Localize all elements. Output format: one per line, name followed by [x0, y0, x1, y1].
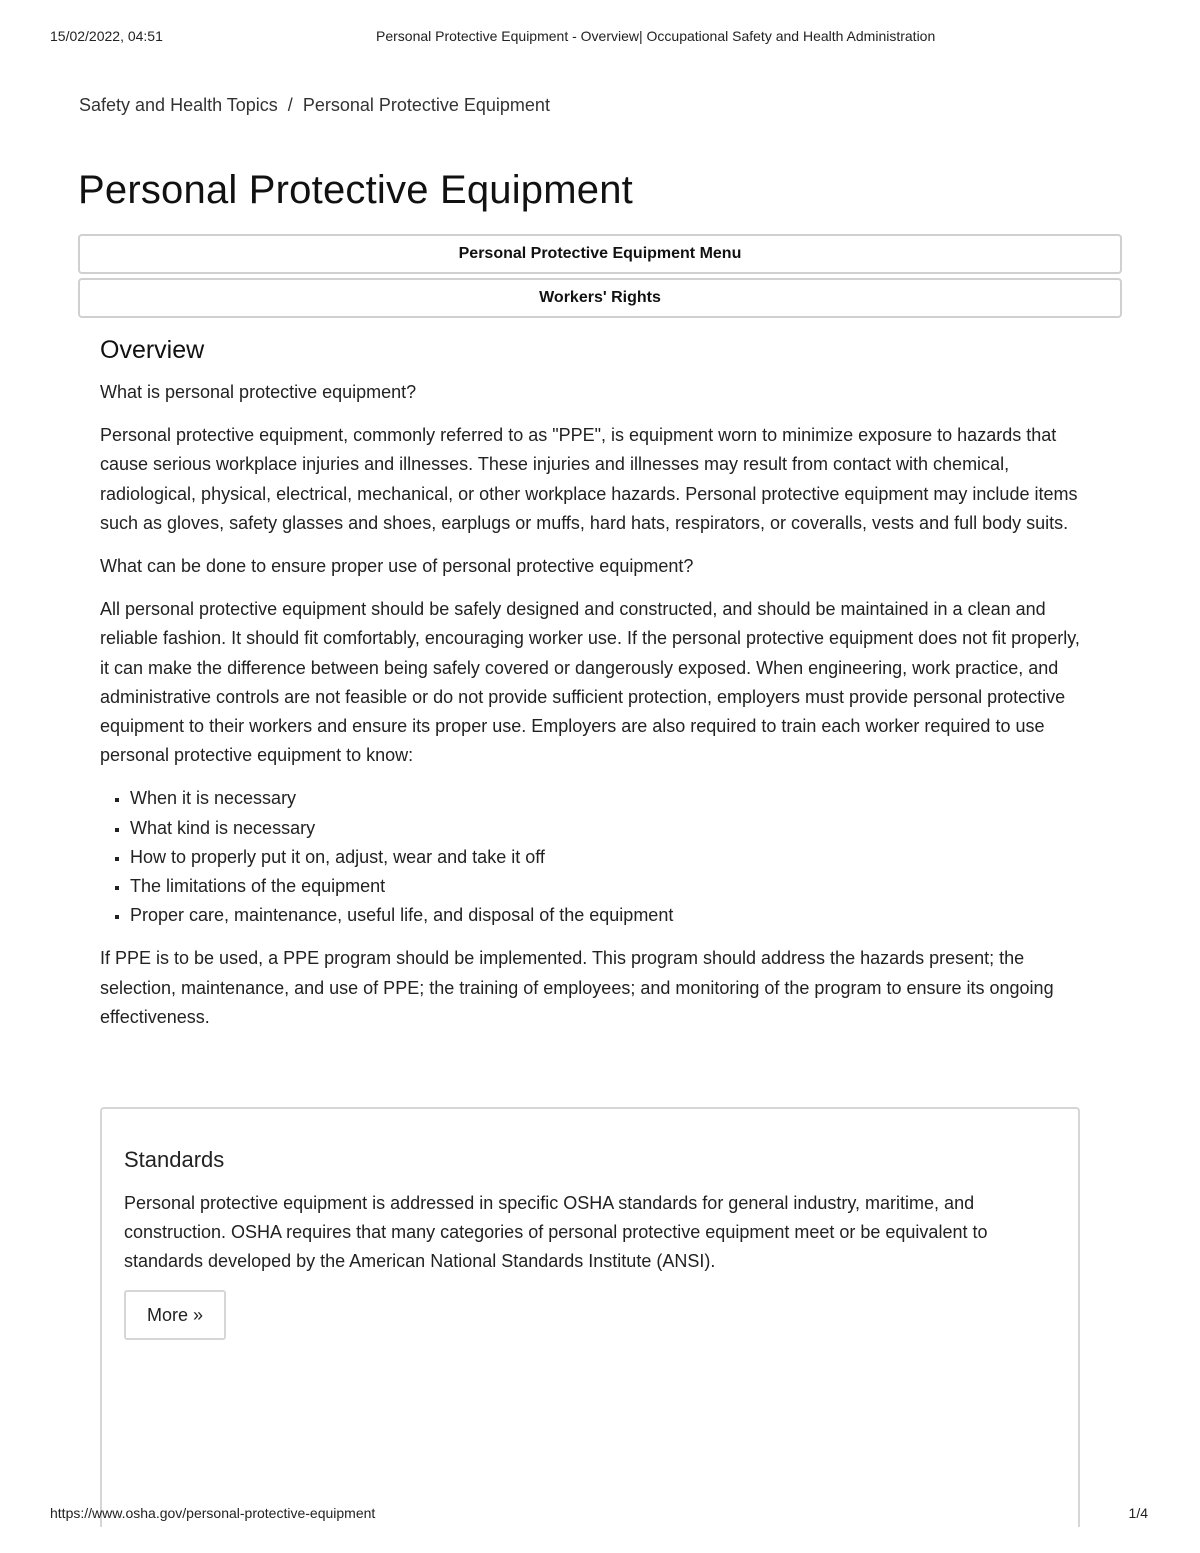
list-item: ▪ How to properly put it on, adjust, wear and take it off: [130, 843, 1090, 872]
overview-section: [100, 334, 1090, 1046]
training-topics-list: [100, 784, 1090, 930]
print-url: https://www.osha.gov/personal-protective-equipment: [50, 1505, 376, 1521]
breadcrumb-separator: /: [287, 95, 293, 115]
list-item: ▪ Proper care, maintenance, useful life, and disposal of the equipment: [130, 901, 1090, 930]
proper-use-paragraph: All personal protective equipment should be safely designed and constructed, and should be maintained in a clean and reliable fashion. It should fit comfortably, encouraging worker use. If the personal protective equipment does not fit properly, it can make the difference between being safely covered or dangerously exposed. When engineering, work practice, and administrative controls are not feasible or do not provide sufficient protection, employers must provide personal protective equipment to their workers and ensure its proper use. Employers are also required to train each worker required to use personal protective equipment to know:: [100, 599, 1080, 766]
question-proper-use: What can be done to ensure proper use of personal protective equipment?: [100, 556, 694, 577]
print-datetime: 15/02/2022, 04:51: [50, 28, 163, 44]
question-what-is-ppe: What is personal protective equipment?: [100, 382, 417, 402]
list-item: ▪ What kind is necessary: [130, 814, 1090, 843]
list-item: ▪ The limitations of the equipment: [130, 872, 1090, 901]
page-title: Personal Protective Equipment: [78, 168, 633, 212]
breadcrumb: [79, 95, 550, 116]
print-page-title: Personal Protective Equipment - Overview| Occupational Safety and Health Administration: [376, 28, 936, 44]
standards-card: [100, 1107, 1080, 1527]
workers-rights-button[interactable]: Workers' Rights: [78, 278, 1122, 318]
standards-body: Personal protective equipment is addressed in specific OSHA standards for general industry, maritime, and construction. OSHA requires that many categories of personal protective equipment meet or be equivalent to standards developed by the American National Standards Institute (ANSI).: [124, 1193, 988, 1272]
breadcrumb-current: Personal Protective Equipment: [302, 95, 550, 115]
breadcrumb-link-safety-health-topics[interactable]: Safety and Health Topics: [79, 95, 278, 115]
print-page-number: 1/4: [1128, 1505, 1148, 1521]
standards-heading: Standards: [124, 1147, 225, 1172]
ppe-menu-button[interactable]: Personal Protective Equipment Menu: [78, 234, 1122, 274]
list-item: ▪ When it is necessary: [130, 784, 1090, 813]
ppe-program-paragraph: If PPE is to be used, a PPE program should be implemented. This program should address the hazards present; the selection, maintenance, and use of PPE; the training of employees; and monitoring of the program to ensure its ongoing effectiveness.: [100, 948, 1054, 1027]
standards-more-button[interactable]: More »: [124, 1290, 226, 1340]
print-header: [0, 28, 1200, 48]
overview-heading: Overview: [100, 336, 205, 364]
print-footer: [0, 1505, 1200, 1525]
ppe-definition-paragraph: Personal protective equipment, commonly referred to as "PPE", is equipment worn to minimize exposure to hazards that cause serious workplace injuries and illnesses. These injuries and illnesses may result from contact with chemical, radiological, physical, electrical, mechanical, or other workplace hazards. Personal protective equipment may include items such as gloves, safety glasses and shoes, earplugs or muffs, hard hats, respirators, or coveralls, vests and full body suits.: [100, 425, 1078, 533]
